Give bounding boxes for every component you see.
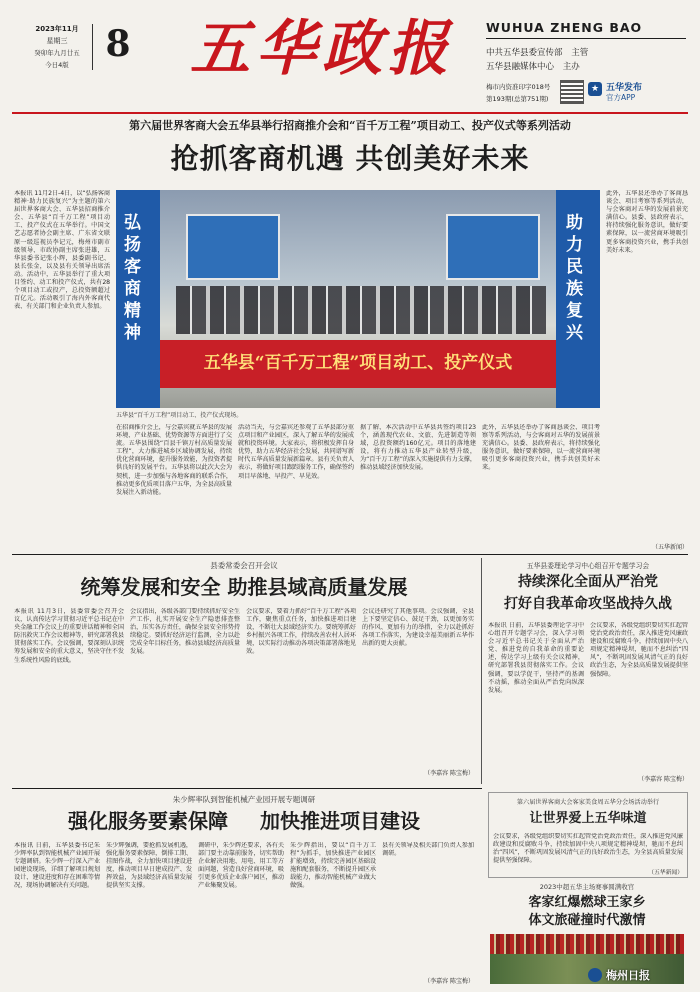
lead-col-3: 活动当天，与会嘉宾还参观了五华县部分重点项目和产业园区，深入了解五华的发展成就和投资环境。大家表示，将积极发挥自身优势，助力五华经济社会发展，共同谱写新时代五华高质量发展新篇章。县有关负责人表示，将做好项目跟踪服务工作，确保签约项目早落地、早投产、早见效。 (238, 424, 354, 480)
lead-col-5: 此外，五华县还举办了客商恳谈会、项目考察等系列活动，与会客商对五华的发展前景充满信心。县委、县政府表示，将持续强化服务意识，做好要素保障，以一流营商环境吸引更多客商投资兴业，携手共创美好未来。 (482, 424, 600, 472)
watermark-logo-icon (588, 968, 602, 982)
sponsor-2 (486, 60, 686, 72)
story6-box (488, 880, 686, 986)
issue-today: 今日4版 (45, 61, 69, 69)
issue-number: 第193期(总第751期) (486, 95, 549, 103)
story2-headline: 统筹发展和安全 助推县域高质量发展 (80, 575, 408, 599)
story2-col-3: 会议要求，要着力抓好“百千万工程”各项工作，聚焦重点任务，加快推进项目建设，不断壮大县域经济实力。要统筹抓好乡村振兴各项工作，持续改善农村人居环境，以实际行动推动各项决策部署落地见效。 (246, 608, 356, 656)
masthead-rule (12, 112, 688, 114)
weekday: 星期三 (46, 37, 68, 45)
section-rule-2 (12, 788, 482, 789)
watermark (588, 966, 684, 984)
story2-kicker: 县委常委会召开会议 (210, 561, 278, 570)
title-pinyin: WUHUA ZHENG BAO (486, 20, 643, 35)
app-tag: 官方APP (606, 93, 636, 102)
story4-col-2: 朱少辉强调，要抢抓发展机遇，强化服务要素保障，倒排工期、挂图作战，全力加快项目建设进度，推动项目早日建成投产、发挥效益，为县域经济高质量发展提供坚实支撑。 (106, 842, 192, 890)
lead-col-2: 在招商推介会上，与会嘉宾就五华县的发展环境、产业基础、优势资源等方面进行了交流。五华县围绕“百县千镇万村高质量发展工程”，大力推进城乡区域协调发展，持续优化营商环境，提升服务效能，为投资者提供良好的发展平台。五华县将以此次大会为契机，进一步加强与各地客商的联系合作，推动更多优质项目落户五华，为全县高质量发展注入新动能。 (116, 424, 232, 496)
story6-headline-2: 体文旅碰撞时代激情 (528, 913, 646, 928)
story4-headline (14, 806, 474, 836)
photo-people (176, 286, 546, 334)
date-divider (92, 24, 93, 70)
newspaper-title: 五华政报 (190, 14, 454, 84)
story3-byline: （李嘉容 陈宝梅） (638, 776, 688, 783)
story4-byline: （李嘉容 陈宝梅） (424, 978, 474, 985)
photo-screen-left (186, 214, 280, 280)
story6-kicker: 2023中超五华主场赛事圆满收官 (539, 883, 635, 891)
photo-screen-right (446, 214, 540, 280)
lead-col-4: 据了解，本次活动中五华县共签约项目23个，涵盖现代农业、文旅、先进制造等领域，总投资额约160亿元。项目的落地建设，将有力推动五华县产业转型升级，为“百千万工程”的深入实施提供有力支撑，推动县域经济加快发展。 (360, 424, 476, 472)
story4-col-1: 本报讯 日前，五华县委书记朱少辉率队到智能机械产业园开展专题调研。朱少辉一行深入产业园建设现场，详细了解项目规划设计、建设进度和存在困难等情况，现场协调解决有关问题。 (14, 842, 100, 890)
story6-headline-1: 客家红爆燃球王家乡 (528, 895, 646, 910)
column-divider-right (481, 558, 482, 784)
story4-col-5: 县有关领导及相关部门负责人参加调研。 (382, 842, 474, 858)
story5-headline: 让世界爱上五华味道 (529, 811, 647, 826)
sponsor-1 (486, 46, 686, 58)
story4-kicker: 朱少辉率队到智能机械产业园开展专题调研 (172, 795, 316, 804)
watermark-text: 梅州日报 (606, 969, 650, 982)
story2-col-2: 会议指出，各级各部门要持续抓好安全生产工作，扎实开展安全生产隐患排查整治，压实各方责任，确保全县安全形势持续稳定。要抓好经济运行监测，全力以赴完成全年目标任务，推动县域经济高质量发展。 (130, 608, 240, 656)
story2-byline: （李嘉容 陈宝梅） (424, 770, 474, 777)
sponsor-2-org: 五华县融媒体中心 (486, 62, 555, 72)
lead-kicker: 第六届世界客商大会五华县举行招商推介会和“百千万工程”项目动工、投产仪式等系列活动 (129, 119, 571, 132)
photo-banner-text: 五华县“百千万工程”项目动工、投产仪式 (203, 353, 513, 373)
lead-headline: 抢抓客商机遇 共创美好未来 (170, 142, 530, 175)
story5-byline: （五华新闻） (648, 870, 683, 876)
story4-col-4: 朱少辉指出，要以“百千万工程”为抓手，加快推进产业园区扩能增效，持续完善园区基础设施和配套服务，不断提升园区承载能力，推动智能机械产业做大做强。 (290, 842, 376, 890)
story5-text: 会议要求，各级党组织要切实扛起管党治党政治责任，深入推进党风廉政建设和反腐败斗争，持续加固中央八项规定精神堤坝，驰而不息纠治“四风”，不断巩固发展风清气正的良好政治生态，为全县高质量发展提供坚强保障。 (493, 833, 683, 865)
section-rule-1 (12, 554, 688, 555)
story3-headline-1: 持续深化全面从严治党 (518, 574, 658, 590)
story4-headline-2: 加快推进项目建设 (259, 809, 420, 833)
story3-headline-2: 打好自我革命攻坚战持久战 (504, 596, 672, 612)
sponsor-2-role: 主办 (562, 62, 580, 72)
sponsor-1-role: 主管 (571, 48, 589, 58)
story4-headline-1: 强化服务要素保障 (68, 809, 229, 833)
photo-side-right: 助力民族复兴 (566, 213, 583, 343)
masthead (0, 0, 700, 112)
story5-box (488, 792, 688, 878)
lead-right-col: 此外，五华县还举办了客商恳谈会、项目考察等系列活动，与会客商对五华的发展前景充满信心。县委、县政府表示，将持续强化服务意识，做好要素保障，以一流营商环境吸引更多客商投资兴业，携手共创美好未来。 (606, 190, 688, 254)
permit-number: 梅市内资准印字018号 (486, 83, 551, 91)
app-name: 五华发布 (606, 83, 643, 93)
lead-byline: （五华新闻） (651, 544, 688, 551)
pinyin-rule (486, 38, 686, 39)
story5-kicker: 第六届世界客商大会客家美食周五华分会场活动举行 (516, 799, 660, 806)
page-number: 8 (105, 23, 131, 65)
lead-photo-caption: 五华县“百千万工程”项目动工、投产仪式现场。 (116, 412, 243, 419)
story2-col-1: 本报讯 11月3日，县委常委会召开会议，认真传达学习贯彻习近平总书记在中央金融工作会议上的重要讲话精神和全国防汛救灾工作会议精神等，研究部署我县贯彻落实工作。会议强调，要深刻认识统筹发展和安全的重大意义，坚决守住不发生系统性风险的底线。 (14, 608, 124, 664)
qr-code (560, 80, 584, 104)
sponsor-1-org: 中共五华县委宣传部 (486, 48, 563, 58)
story6-photo-stands (490, 934, 684, 954)
lead-photo (116, 190, 600, 408)
story3-kicker: 五华县委理论学习中心组召开专题学习会 (526, 562, 650, 570)
date-block (26, 20, 134, 86)
story2-col-4: 会议还研究了其他事项。会议强调，全县上下要坚定信心、鼓足干劲，以更加务实的作风、更加有力的举措，全力以赴抓好各项工作落实，为建设幸福美丽新五华作出新的更大贡献。 (362, 608, 474, 648)
photo-side-left: 弘扬客商精神 (124, 213, 141, 343)
date-line: 2023年11月 (35, 25, 79, 33)
lead-col-1: 本报讯 11月2日-4日，以“弘扬客商精神·助力民族复兴”为主题的第六届世界客商大会、五华县招商推介会、五华县“百千万工程”项目动工、投产仪式在五华举行。中国文艺志愿者协会副主席、广东省文联原一级巡视员李记元，梅州市副市级领导、市政协副主席张进雄，五华县委书记张小辉，县委副书记、县长张金，以及县有关领导出席活动。活动中，五华县举行了重大项目签约、动工和投产仪式，共有28个项目动工或投产，总投资额超过百亿元。活动吸引了海内外客商代表、有关部门和企业负责人参加。 (14, 190, 110, 311)
app-badge (588, 80, 688, 104)
story4-col-3: 调研中，朱少辉还要求，各有关部门要主动靠前服务，切实帮助企业解决用地、用电、用工等方面问题，营造良好营商环境，吸引更多优质企业落户园区，推动产业集聚发展。 (198, 842, 284, 890)
lunar-date: 癸卯年九月廿五 (34, 49, 80, 57)
app-logo-icon: ★ (588, 82, 602, 96)
story3-col-left: 本报讯 日前，五华县委理论学习中心组召开专题学习会，深入学习领会习近平总书记关于全面从严治党、推进党的自我革命的重要论述，传达学习上级有关会议精神，研究部署我县贯彻落实工作。会议强调，要以学促干，坚持严的基调不动摇，推动全面从严治党向纵深发展。 (488, 622, 584, 694)
story3-col-right: 会议要求，各级党组织要切实扛起管党治党政治责任，深入推进党风廉政建设和反腐败斗争，持续加固中央八项规定精神堤坝，驰而不息纠治“四风”，不断巩固发展风清气正的良好政治生态，为全县高质量发展提供坚强保障。 (590, 622, 688, 678)
